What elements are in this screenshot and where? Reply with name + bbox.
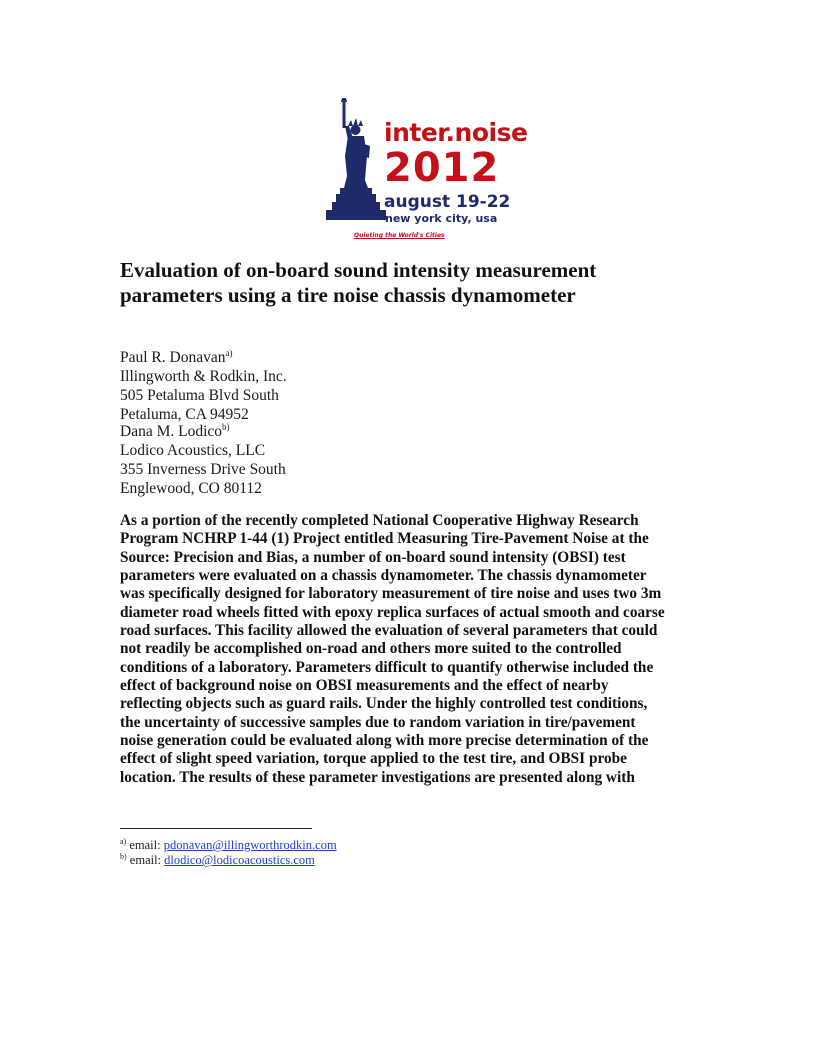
author-organization: Illingworth & Rodkin, Inc. xyxy=(120,368,287,385)
footnote-marker: b) xyxy=(120,852,127,861)
logo-city-text: new york city, usa xyxy=(385,212,498,225)
abstract-line: effect of background noise on OBSI measurements and the effect of nearby xyxy=(120,677,609,695)
author-name xyxy=(120,422,520,441)
abstract-line: was specifically designed for laboratory measurement of tire noise and uses two 3m xyxy=(120,585,662,603)
footnotes xyxy=(120,838,520,868)
author-street: 505 Petaluma Blvd South xyxy=(120,387,279,404)
author-street: 355 Inverness Drive South xyxy=(120,461,286,478)
author-block-donavan xyxy=(120,348,520,424)
footnote-marker: a) xyxy=(120,837,127,846)
abstract-line: Source: Precision and Bias, a number of on-board sound intensity (OBSI) test xyxy=(120,548,626,566)
abstract-line: location. The results of these parameter investigations are presented along with xyxy=(120,768,635,786)
author-city: Petaluma, CA 94952 xyxy=(120,406,249,423)
abstract-line: road surfaces. This facility allowed the evaluation of several parameters that could xyxy=(120,622,658,640)
email-link-donavan[interactable]: pdonavan@illingworthrodkin.com xyxy=(163,838,337,852)
abstract xyxy=(120,512,700,787)
footnote-item xyxy=(120,853,520,868)
author-name-text: Paul R. Donavan xyxy=(120,349,226,366)
abstract-line: conditions of a laboratory. Parameters difficult to quantify otherwise included the xyxy=(120,658,654,676)
email-link-lodico[interactable]: dlodico@lodicoacoustics.com xyxy=(164,853,315,867)
footnote-item xyxy=(120,838,520,853)
abstract-line: not readily be accomplished on-road and others more suited to the controlled xyxy=(120,640,622,658)
abstract-line: As a portion of the recently completed National Cooperative Highway Research xyxy=(120,512,639,529)
logo-year-text: 2012 xyxy=(384,145,500,191)
footnote-marker: a) xyxy=(225,348,233,358)
footnote-label: email: xyxy=(129,838,164,852)
abstract-line: effect of slight speed variation, torque applied to the test tire, and OBSI probe xyxy=(120,750,627,768)
abstract-line: noise generation could be evaluated along with more precise determination of the xyxy=(120,732,649,750)
author-block-lodico xyxy=(120,422,520,498)
author-name xyxy=(120,348,520,367)
paper-title xyxy=(120,258,720,308)
logo-tagline: Quieting the World's Cities xyxy=(354,232,445,239)
footnote-marker: b) xyxy=(222,422,230,432)
footnote-label: email: xyxy=(129,853,165,867)
paper-title-line: Evaluation of on-board sound intensity measurement xyxy=(120,258,597,282)
abstract-line: diameter road wheels fitted with epoxy replica surfaces of actual smooth and coarse xyxy=(120,603,665,621)
abstract-line: parameters were evaluated on a chassis dynamometer. The chassis dynamometer xyxy=(120,567,647,585)
abstract-line: reflecting objects such as guard rails. Under the highly controlled test conditions, xyxy=(120,695,648,713)
paper-title-line: parameters using a tire noise chassis dynamometer xyxy=(120,283,576,307)
logo-brand-text: inter.noise xyxy=(384,118,528,147)
logo-dates-text: august 19-22 xyxy=(384,192,511,212)
author-name-text: Dana M. Lodico xyxy=(120,423,223,440)
conference-logo xyxy=(318,96,528,244)
author-organization: Lodico Acoustics, LLC xyxy=(120,442,266,459)
abstract-line: the uncertainty of successive samples due to random variation in tire/pavement xyxy=(120,713,636,731)
statue-of-liberty-icon xyxy=(320,96,386,226)
author-city: Englewood, CO 80112 xyxy=(120,480,262,497)
footnote-divider xyxy=(120,828,312,829)
abstract-line: Program NCHRP 1-44 (1) Project entitled Measuring Tire-Pavement Noise at the xyxy=(120,530,649,548)
